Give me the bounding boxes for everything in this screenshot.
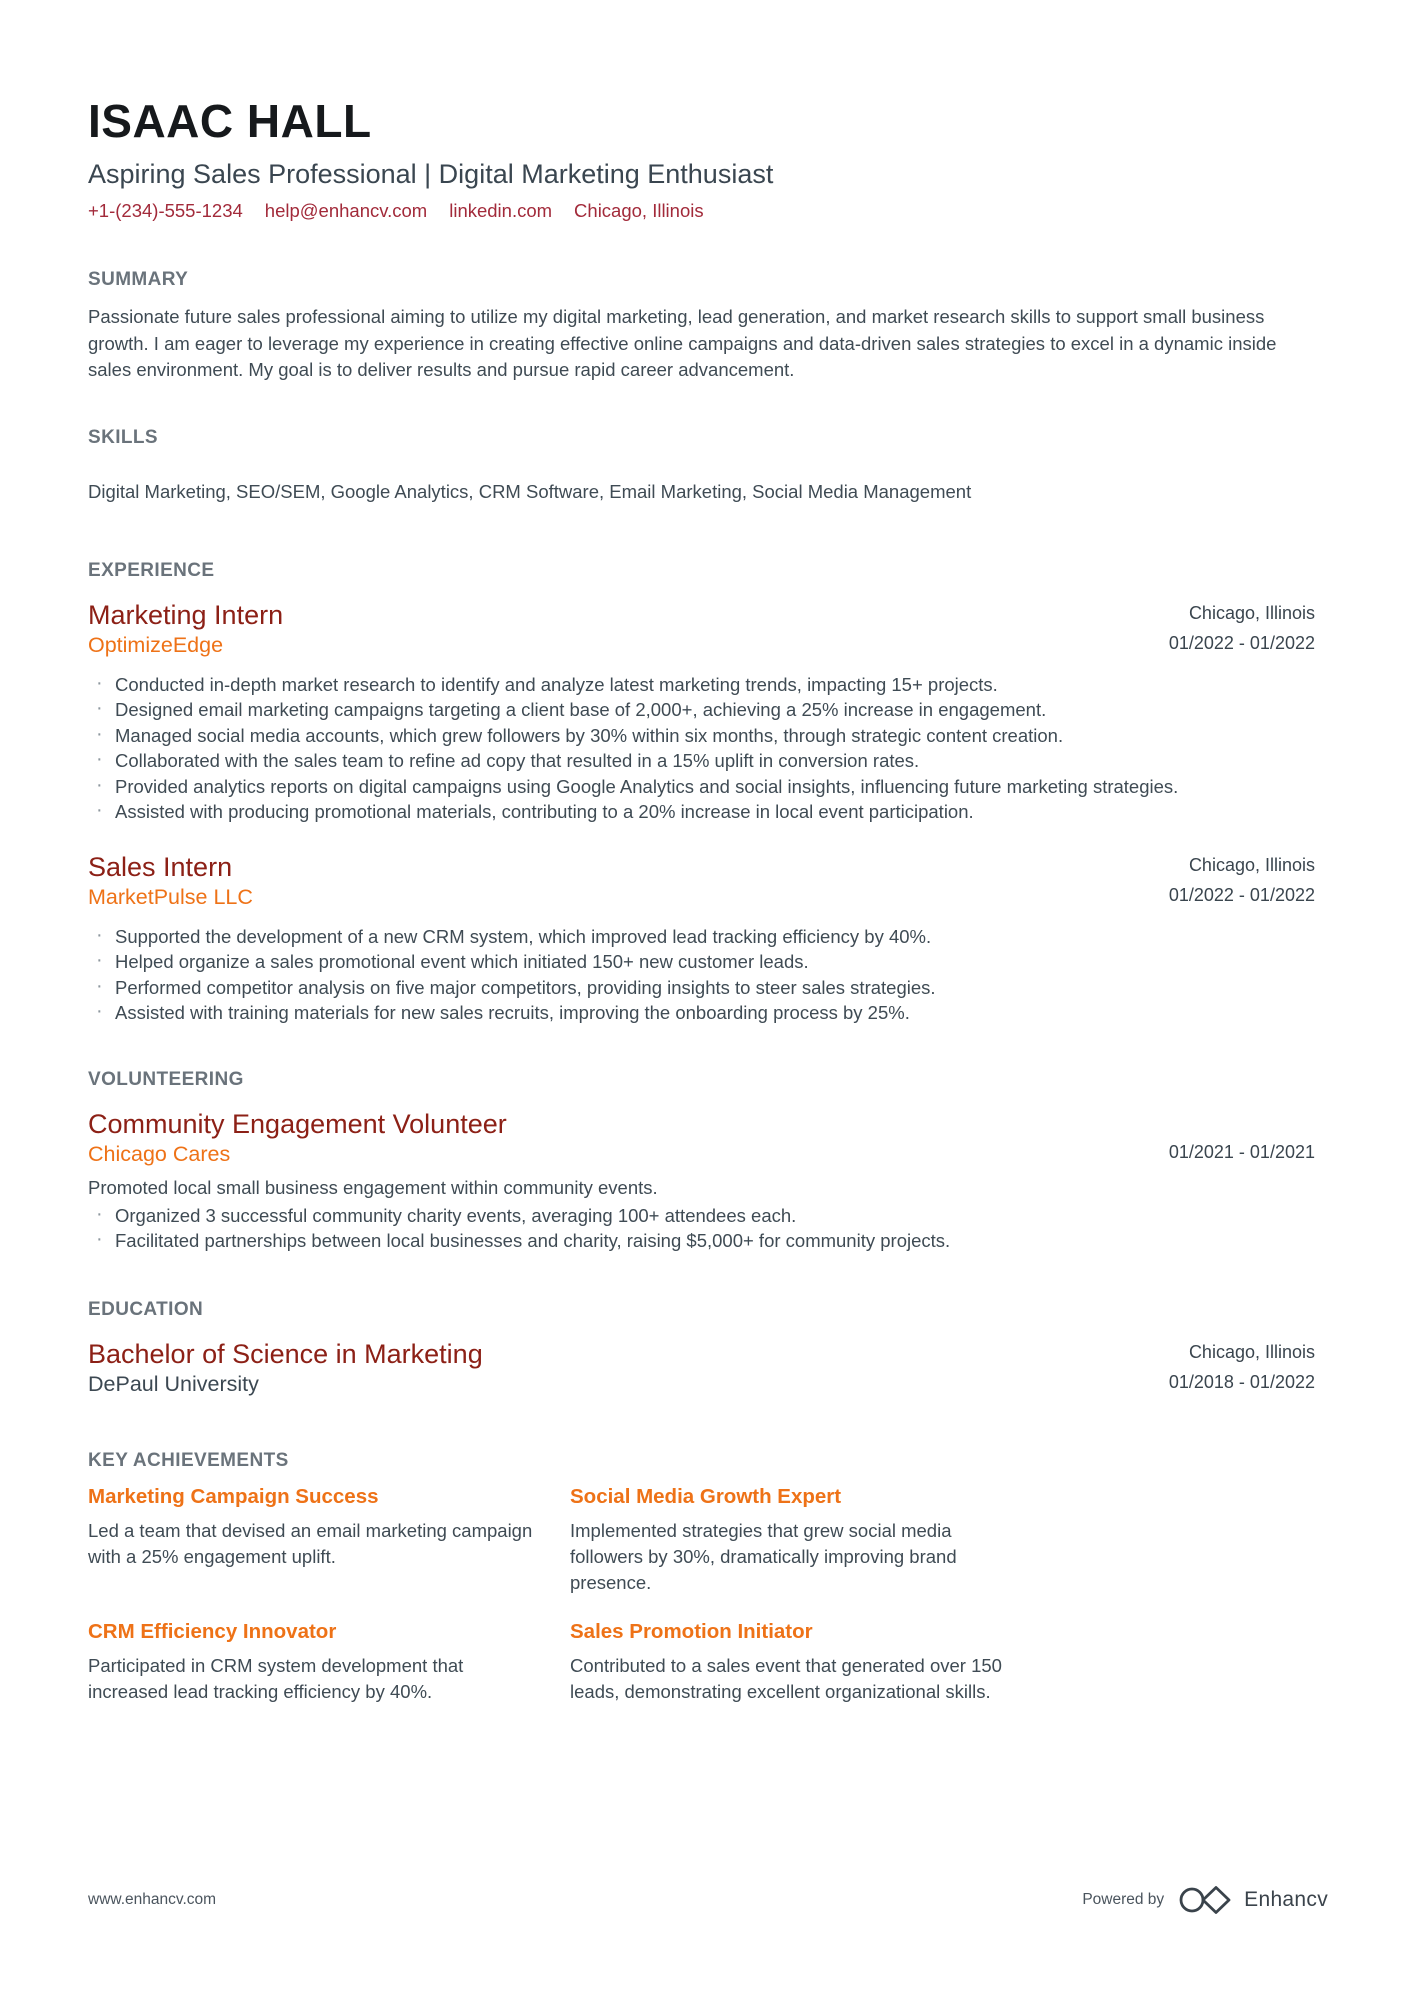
- volunteer-dates: 01/2021 - 01/2021: [1168, 1141, 1315, 1162]
- achievement-item: [570, 1485, 1020, 1596]
- bullet-item: · Helped organize a sales promotional event which initiated 150+ new customer leads.: [88, 949, 1315, 975]
- job-dates: 01/2022 - 01/2022: [1168, 632, 1315, 653]
- degree-title: Bachelor of Science in Marketing: [88, 1338, 483, 1369]
- job-location: Chicago, Illinois: [1188, 602, 1315, 623]
- achievement-title: CRM Efficiency Innovator: [88, 1619, 337, 1643]
- powered-by-block: [1082, 1884, 1328, 1916]
- experience-entry-meta: [1169, 851, 1315, 910]
- bullet-item: · Organized 3 successful community charity events, averaging 100+ attendees each.: [88, 1203, 1315, 1229]
- bullet-item: · Performed competitor analysis on five major competitors, providing insights to steer sales strategies.: [88, 975, 1315, 1001]
- experience-entry-meta: [1169, 599, 1315, 658]
- achievement-item: [570, 1620, 1020, 1705]
- job-dates: 01/2022 - 01/2022: [1168, 884, 1315, 905]
- bullet-item: · Assisted with training materials for new sales recruits, improving the onboarding process by 25%.: [88, 1000, 1315, 1026]
- job-location: Chicago, Illinois: [1188, 854, 1315, 875]
- achievement-title: Marketing Campaign Success: [88, 1484, 379, 1508]
- section-heading-experience: EXPERIENCE: [88, 559, 215, 581]
- contact-linkedin-link[interactable]: linkedin.com: [449, 200, 553, 221]
- enhancv-brand-link[interactable]: [1178, 1884, 1328, 1916]
- experience-entry: [88, 599, 1315, 825]
- experience-entry-head: [88, 599, 1315, 658]
- bullet-item: · Designed email marketing campaigns targeting a client base of 2,000+, achieving a 25% increase in engagement.: [88, 697, 1315, 723]
- education-entry: [88, 1338, 1315, 1397]
- volunteering-entry: [88, 1108, 1315, 1254]
- section-heading-achievements: KEY ACHIEVEMENTS: [88, 1449, 289, 1471]
- section-heading-summary: SUMMARY: [88, 269, 189, 290]
- skills-text: Digital Marketing, SEO/SEM, Google Analytics, CRM Software, Email Marketing, Social Media Management: [88, 480, 972, 502]
- candidate-title: Aspiring Sales Professional | Digital Marketing Enthusiast: [88, 159, 774, 189]
- achievement-text: Implemented strategies that grew social media followers by 30%, dramatically improving brand presence.: [570, 1519, 957, 1593]
- summary-text: Passionate future sales professional aiming to utilize my digital marketing, lead generation, and market research skills to support small business growth. I am eager to leverage my experience in creating effective online campaigns and data-driven sales strategies to excel in a dynamic inside sales environment. My goal is to deliver results and pursue rapid career advancement.: [88, 306, 1277, 380]
- volunteer-description: Promoted local small business engagement within community events.: [88, 1176, 658, 1198]
- education-entry-meta: [1169, 1338, 1315, 1397]
- education-location: Chicago, Illinois: [1188, 1341, 1315, 1362]
- job-company: MarketPulse LLC: [88, 884, 253, 909]
- experience-entry-left: [88, 851, 253, 910]
- job-title: Sales Intern: [88, 851, 233, 882]
- bullet-item: · Facilitated partnerships between local businesses and charity, raising $5,000+ for community projects.: [88, 1228, 1315, 1254]
- achievement-text: Participated in CRM system development that increased lead tracking efficiency by 40%.: [88, 1654, 464, 1702]
- achievement-text: Led a team that devised an email marketing campaign with a 25% engagement uplift.: [88, 1519, 533, 1567]
- candidate-name: ISAAC HALL: [88, 95, 372, 147]
- bullet-item: · Managed social media accounts, which grew followers by 30% within six months, through strategic content creation.: [88, 723, 1315, 749]
- enhancv-logo-icon: [1178, 1884, 1234, 1916]
- bullet-item: · Assisted with producing promotional materials, contributing to a 20% increase in local event participation.: [88, 799, 1315, 825]
- education-entry-left: [88, 1338, 483, 1397]
- powered-by-label: Powered by: [1082, 1891, 1165, 1908]
- bullet-item: · Supported the development of a new CRM system, which improved lead tracking efficiency by 40%.: [88, 924, 1315, 950]
- bullet-item: · Provided analytics reports on digital campaigns using Google Analytics and social insights, influencing future marketing strategies.: [88, 774, 1315, 800]
- education-dates: 01/2018 - 01/2022: [1168, 1371, 1315, 1392]
- volunteering-entry-head: [88, 1108, 1315, 1167]
- contact-email-link[interactable]: help@enhancv.com: [264, 200, 428, 221]
- enhancv-brand-name: Enhancv: [1244, 1888, 1328, 1911]
- section-heading-education: EDUCATION: [88, 1298, 204, 1320]
- school-name: DePaul University: [88, 1371, 259, 1396]
- resume-header: [88, 96, 1315, 222]
- section-heading-volunteering: VOLUNTEERING: [88, 1068, 244, 1090]
- education-entry-head: [88, 1338, 1315, 1397]
- job-bullets: [88, 924, 1315, 1026]
- volunteering-entry-left: [88, 1108, 507, 1167]
- job-bullets: [88, 672, 1315, 825]
- achievement-title: Social Media Growth Expert: [570, 1484, 842, 1508]
- bullet-item: · Collaborated with the sales team to refine ad copy that resulted in a 15% uplift in conversion rates.: [88, 748, 1315, 774]
- experience-entry: [88, 851, 1315, 1026]
- job-company: OptimizeEdge: [88, 632, 224, 657]
- achievement-item: [88, 1485, 538, 1596]
- job-title: Marketing Intern: [88, 599, 284, 630]
- achievement-item: [88, 1620, 538, 1705]
- achievement-text: Contributed to a sales event that generated over 150 leads, demonstrating excellent organizational skills.: [570, 1654, 1002, 1702]
- achievement-title: Sales Promotion Initiator: [570, 1619, 813, 1643]
- contact-phone: +1-(234)-555-1234: [88, 200, 243, 221]
- experience-entry-left: [88, 599, 283, 658]
- enhancv-site-link[interactable]: www.enhancv.com: [88, 1891, 217, 1908]
- volunteering-entry-meta: [1169, 1108, 1315, 1167]
- bullet-item: · Conducted in-depth market research to identify and analyze latest marketing trends, impacting 15+ projects.: [88, 672, 1315, 698]
- volunteer-bullets: [88, 1203, 1315, 1254]
- volunteer-title: Community Engagement Volunteer: [88, 1108, 507, 1139]
- achievements-grid: [88, 1485, 1315, 1705]
- volunteer-organization: Chicago Cares: [88, 1141, 231, 1166]
- contact-location: Chicago, Illinois: [574, 200, 704, 221]
- contact-row: [88, 200, 1315, 222]
- page-footer: [88, 1884, 1328, 1916]
- section-heading-skills: SKILLS: [88, 426, 158, 448]
- experience-entry-head: [88, 851, 1315, 910]
